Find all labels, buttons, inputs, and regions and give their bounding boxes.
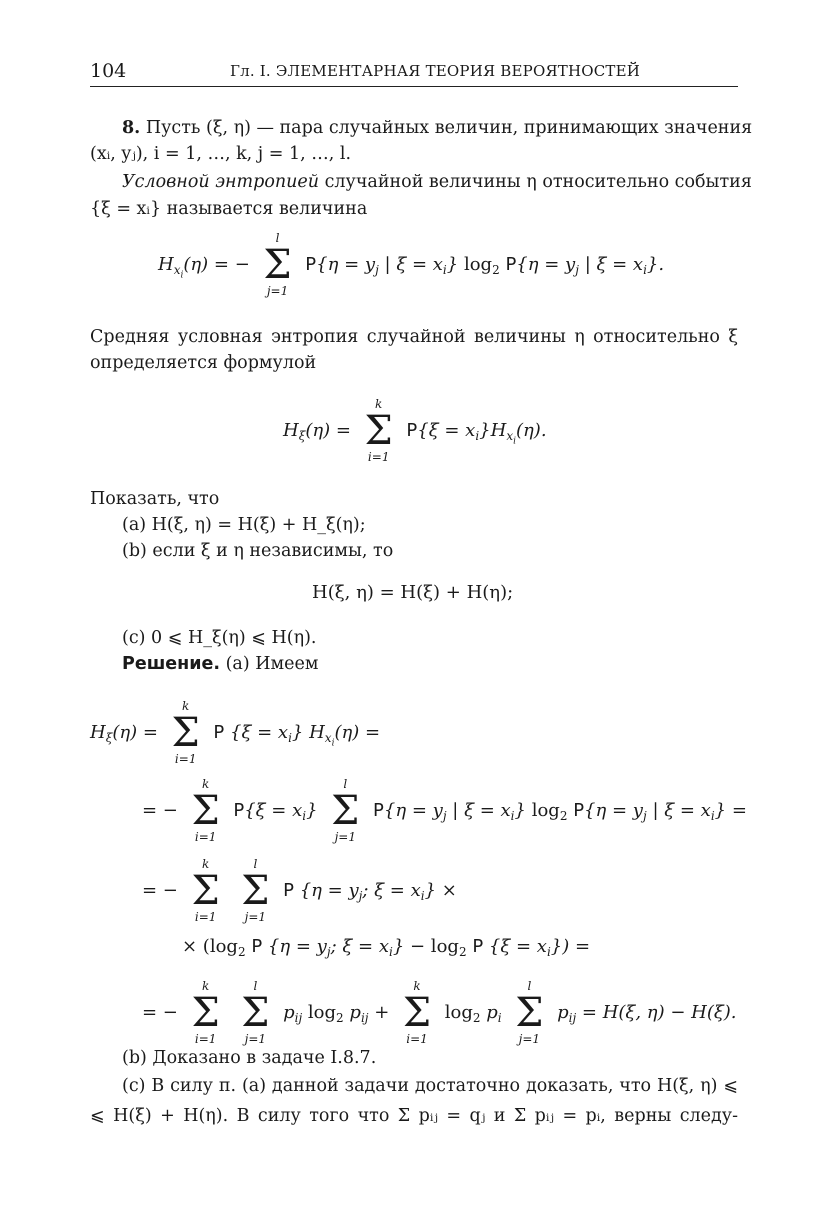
definition-term: Условной энтропией bbox=[122, 172, 320, 192]
avg-entropy-line-1 bbox=[90, 325, 738, 349]
item-b: (b) если ξ и η независимы, то bbox=[122, 541, 394, 561]
solution-a-text: (a) Имеем bbox=[220, 654, 319, 674]
sum-symbol: k Σ i=1 bbox=[364, 397, 393, 464]
page-header bbox=[90, 58, 738, 87]
derivation-line-2: = − k Σ i=1 $P\{\xi = x_i\}$ l Σ j=1 $P\{\eta = y_j$ | $\xi = x_i$} $\log_2 P\{\eta = y_j$ | $\xi = x_i$} = bbox=[142, 777, 747, 844]
derivation-line-1: $H_\xi(\eta)$ = k Σ i=1 P $\{\xi = x_i\}$ $H_{x_i}(\eta)$ = bbox=[90, 699, 381, 766]
problem-line-2: (xᵢ, yⱼ), i = 1, …, k, j = 1, …, l. bbox=[90, 144, 352, 164]
derivation-line-4: × ($\log_2$ P {$\eta = y_j$; $\xi = x_i\} - \log_2 P$ $\{\xi = x_i\}$) = bbox=[182, 936, 591, 959]
tail-c-text-2: ⩽ H(ξ) + H(η). В силу того что Σ pᵢⱼ = qⱼ и Σ pᵢⱼ = pᵢ, верны следу- bbox=[90, 1106, 738, 1126]
item-c: (c) 0 ⩽ H_ξ(η) ⩽ H(η). bbox=[122, 628, 317, 648]
problem-line-1 bbox=[122, 116, 753, 140]
definition-line-2: {ξ = xᵢ} называется величина bbox=[90, 199, 368, 219]
formula-conditional-entropy: $H_{x_i}(\eta)$ = − l Σ j=1 $P\{\eta = y_j$ | $\xi = x_i$} $\log_2 P\{\eta = y_j$ | $\xi = x_i$}. bbox=[158, 231, 665, 298]
tail-c-text-1: (c) В силу п. (a) данной задачи достаточно доказать, что H(ξ, η) ⩽ bbox=[122, 1076, 738, 1096]
definition-line-1 bbox=[122, 170, 752, 194]
page-number: 104 bbox=[90, 60, 127, 82]
tail-c-line-2 bbox=[90, 1104, 738, 1128]
item-a: (a) H(ξ, η) = H(ξ) + H_ξ(η); bbox=[122, 515, 366, 535]
definition-text: случайной величины η относительно события bbox=[319, 172, 752, 192]
tail-c-line-1 bbox=[122, 1074, 738, 1098]
running-head: Гл. I. ЭЛЕМЕНТАРНАЯ ТЕОРИЯ ВЕРОЯТНОСТЕЙ bbox=[230, 62, 641, 80]
problem-number: 8. bbox=[122, 118, 141, 138]
tail-b: (b) Доказано в задаче I.8.7. bbox=[122, 1048, 377, 1068]
formula-independent: H(ξ, η) = H(ξ) + H(η); bbox=[312, 582, 514, 603]
derivation-line-5: = − k Σ i=1 l Σ j=1 $p_{ij}$ $\log_2 p_{ij}$ + k Σ i=1 $\log_2 p_i$ l Σ j=1 $p_{ij} = H(\xi$, η) − H(ξ). bbox=[142, 979, 737, 1046]
solution-heading bbox=[122, 652, 318, 676]
problem-text: Пусть (ξ, η) — пара случайных величин, принимающих значения bbox=[145, 118, 753, 138]
sum-symbol: l Σ j=1 bbox=[263, 231, 292, 298]
derivation-line-3: = − k Σ i=1 l Σ j=1 P {$\eta = y_j$; $\xi = x_i$} × bbox=[142, 857, 457, 924]
show-that: Показать, что bbox=[90, 489, 220, 509]
solution-label: Решение. bbox=[122, 654, 221, 674]
formula-average-conditional-entropy: $H_\xi(\eta)$ = k Σ i=1 $P\{\xi = x_i\}H_{x_i}(\eta)$. bbox=[283, 397, 547, 464]
avg-entropy-line-2: определяется формулой bbox=[90, 353, 317, 373]
avg-entropy-text: Средняя условная энтропия случайной величины η относительно ξ bbox=[90, 327, 738, 347]
